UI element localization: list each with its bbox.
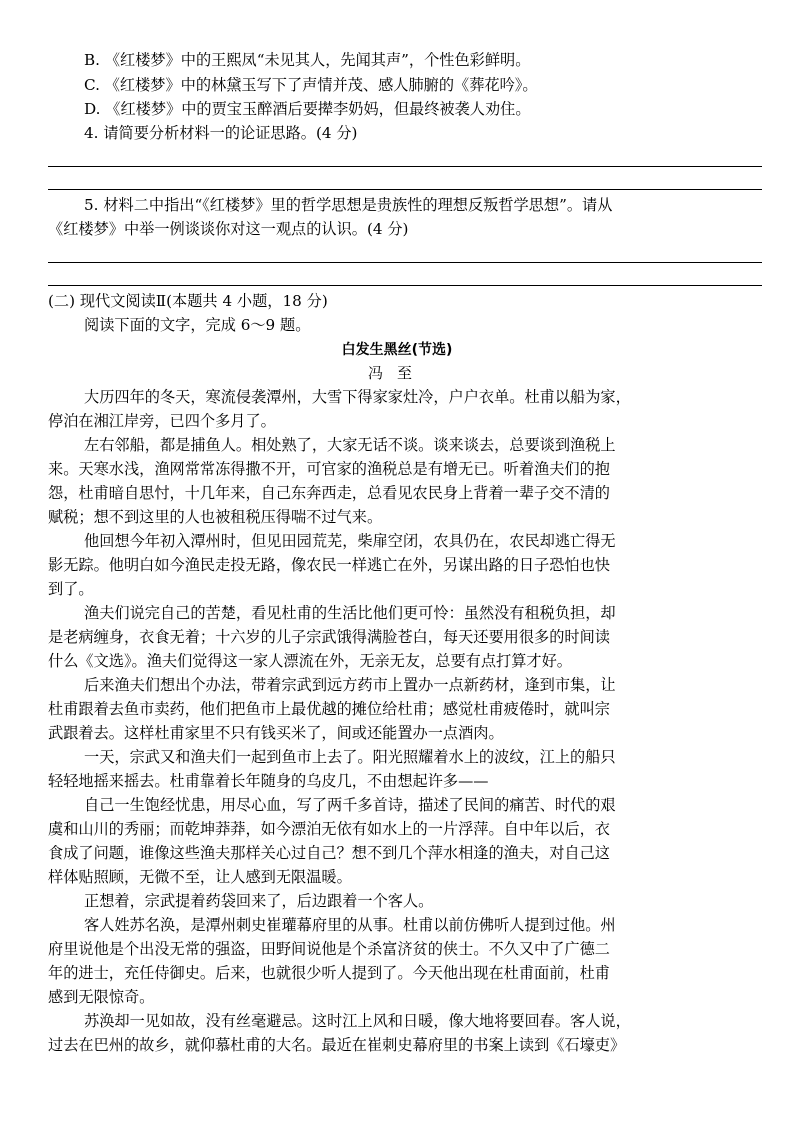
article-line: 什么《文选》。渔夫们觉得这一家人漂流在外，无亲无友，总要有点打算才好。 [48, 652, 572, 670]
answer-line[interactable] [48, 166, 762, 167]
article-line: 到了。 [48, 580, 94, 598]
option-d: D. 《红楼梦》中的贾宝玉醉酒后要撵李奶妈，但最终被袭人劝住。 [84, 100, 531, 118]
answer-line[interactable] [48, 262, 762, 263]
article-line: 感到无限惊奇。 [48, 988, 155, 1006]
article-title: 白发生黑丝(节选) [341, 342, 453, 358]
article-line: 虞和山川的秀丽；而乾坤莽莽，如今漂泊无依有如水上的一片浮萍。自中年以后，衣 [48, 820, 610, 838]
article-line: 年的进士，充任侍御史。后来，也就很少听人提到了。今天他出现在杜甫面前，杜甫 [48, 964, 610, 982]
question-5-line-2: 《红楼梦》中举一例谈谈你对这一观点的认识。(4 分) [48, 220, 409, 238]
article-line: 一天，宗武又和渔夫们一起到鱼市上去了。阳光照耀着水上的波纹，江上的船只 [84, 748, 616, 766]
article-line: 影无踪。他明白如今渔民走投无路，像农民一样逃亡在外，另谋出路的日子恐怕也快 [48, 556, 610, 574]
article-line: 食成了问题，谁像这些渔夫那样关心过自己？想不到几个萍水相逢的渔夫，对自己这 [48, 844, 610, 862]
article-line: 赋税；想不到这里的人也被租税压得喘不过气来。 [48, 508, 383, 526]
article-line: 他回想今年初入潭州时，但见田园荒芜，柴扉空闭，农具仍在，农民却逃亡得无 [84, 532, 616, 550]
article-line: 怨，杜甫暗自思忖，十几年来，自己东奔西走，总看见农民身上背着一辈子交不清的 [48, 484, 610, 502]
article-line: 停泊在湘江岸旁，已四个多月了。 [48, 412, 276, 430]
article-line: 渔夫们说完自己的苦楚，看见杜甫的生活比他们更可怜：虽然没有租税负担，却 [84, 604, 616, 622]
article-author: 冯至 [367, 364, 426, 382]
article-line: 后来渔夫们想出个办法，带着宗武到远方药市上置办一点新药材，逢到市集，让 [84, 676, 616, 694]
article-line: 客人姓苏名涣，是潭州刺史崔瓘幕府里的从事。杜甫以前仿佛听人提到过他。州 [84, 916, 616, 934]
article-line: 正想着，宗武提着药袋回来了，后边跟着一个客人。 [84, 892, 434, 910]
article-line: 大历四年的冬天，寒流侵袭潭州，大雪下得家家灶冷，户户衣单。杜甫以船为家， [84, 388, 631, 406]
answer-line[interactable] [48, 285, 762, 286]
article-line: 苏涣却一见如故，没有丝毫避忌。这时江上风和日暖，像大地将要回春。客人说， [84, 1012, 631, 1030]
question-5-line-1: 5. 材料二中指出“《红楼梦》里的哲学思想是贵族性的理想反叛哲学思想”。请从 [84, 196, 613, 214]
article-line: 样体贴照顾，无微不至，让人感到无限温暖。 [48, 868, 352, 886]
article-line: 左右邻船，都是捕鱼人。相处熟了，大家无话不谈。谈来谈去，总要谈到渔税上 [84, 436, 616, 454]
article-line: 府里说他是个出没无常的强盗，田野间说他是个杀富济贫的侠士。不久又中了广德二 [48, 940, 610, 958]
section-instruction: 阅读下面的文字，完成 6～9 题。 [84, 316, 311, 334]
article-line: 轻轻地摇来摇去。杜甫靠着长年随身的乌皮几，不由想起许多—— [48, 772, 489, 790]
article-line: 自己一生饱经忧患，用尽心血，写了两千多首诗，描述了民间的痛苦、时代的艰 [84, 796, 616, 814]
article-line: 杜甫跟着去鱼市卖药，他们把鱼市上最优越的摊位给杜甫；感觉杜甫疲倦时，就叫宗 [48, 700, 610, 718]
option-b: B. 《红楼梦》中的王熙凤“未见其人，先闻其声”，个性色彩鲜明。 [84, 51, 531, 69]
section-header: (二) 现代文阅读Ⅱ(本题共 4 小题，18 分) [48, 292, 328, 310]
article-line: 武跟着去。这样杜甫家里不只有钱买米了，间或还能置办一点酒肉。 [48, 724, 504, 742]
article-line: 过去在巴州的故乡，就仰慕杜甫的大名。最近在崔刺史幕府里的书案上读到《石壕吏》 [48, 1036, 626, 1054]
option-c: C. 《红楼梦》中的林黛玉写下了声情并茂、感人肺腑的《葬花吟》。 [84, 76, 538, 94]
answer-line[interactable] [48, 189, 762, 190]
article-line: 是老病缠身，衣食无着；十六岁的儿子宗武饿得满脸苍白，每天还要用很多的时间读 [48, 628, 610, 646]
question-4: 4. 请简要分析材料一的论证思路。(4 分) [84, 124, 358, 142]
article-line: 来。天寒水浅，渔网常常冻得撒不开，可官家的渔税总是有增无已。听着渔夫们的抱 [48, 460, 610, 478]
